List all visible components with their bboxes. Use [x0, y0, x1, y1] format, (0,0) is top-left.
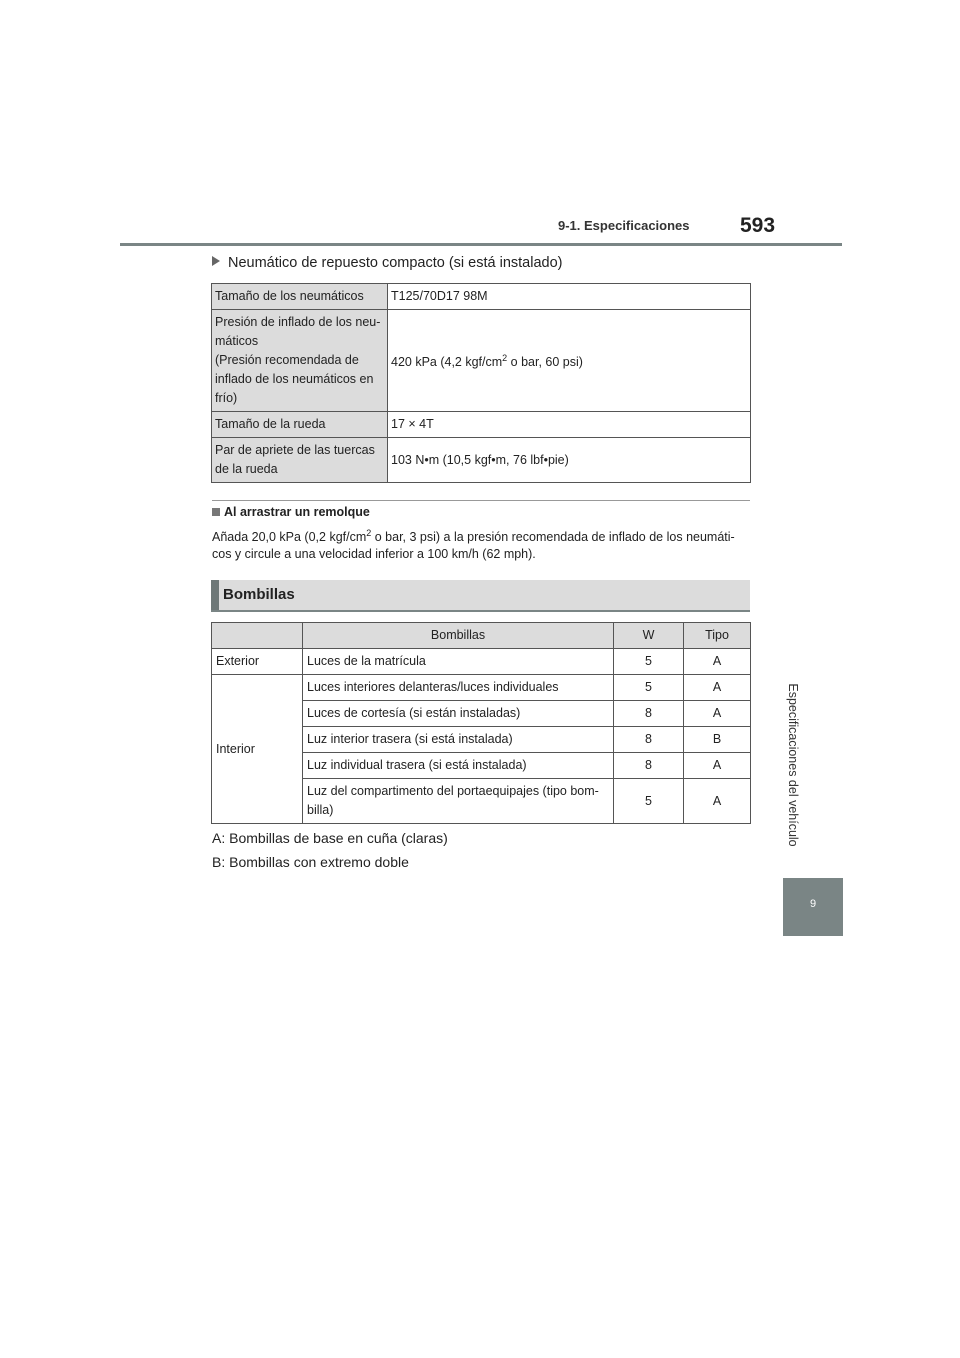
note-a: A: Bombillas de base en cuña (claras)	[212, 830, 448, 846]
table-row	[212, 649, 751, 675]
column-header: W	[614, 623, 684, 649]
bulb-type: A	[684, 675, 751, 701]
bulb-name: Luces interiores delanteras/luces individuales	[303, 675, 614, 701]
spec-label: Presión de inflado de los neu- máticos (Presión recomendada de inflado de los neumáticos en frío)	[212, 310, 388, 412]
bulb-watt: 5	[614, 779, 684, 824]
bulbs-section-header	[211, 580, 750, 612]
chapter-number: 9	[809, 898, 817, 910]
column-header: Bombillas	[303, 623, 614, 649]
chapter-title: Especificaciones del vehículo	[786, 683, 800, 847]
bulb-name: Luces de la matrícula	[303, 649, 614, 675]
bulb-type: A	[684, 779, 751, 824]
spec-value: 420 kPa (4,2 kgf/$cm^2$ o bar, 60 psi)	[388, 310, 751, 412]
bulb-name: Luces de cortesía (si están instaladas)	[303, 701, 614, 727]
table-row	[212, 284, 751, 310]
bulb-name: Luz individual trasera (si está instalada)	[303, 753, 614, 779]
spare-tire-heading-text: Neumático de repuesto compacto (si está instalado)	[228, 255, 563, 271]
towing-heading: Al arrastrar un remolque	[212, 505, 370, 519]
spec-label: Tamaño de los neumáticos	[212, 284, 388, 310]
spare-tire-heading	[212, 255, 562, 271]
bulbs-section-title: Bombillas	[223, 586, 295, 603]
bulb-name: Luz del compartimento del portaequipajes (tipo bom- billa)	[303, 779, 614, 824]
square-bullet-icon	[212, 508, 220, 516]
bulb-type: A	[684, 701, 751, 727]
spec-label: Tamaño de la rueda	[212, 412, 388, 438]
table-row	[212, 412, 751, 438]
towing-paragraph: Añada 20,0 kPa (0,2 kgf/$cm^2$ o bar, 3 psi) a la presión recomendada de inflado de los neumáti- cos y circule a una velocidad inferior a 100 km/h (62 mph).	[212, 528, 735, 562]
section-accent	[211, 580, 219, 610]
bulb-watt: 8	[614, 727, 684, 753]
section-title: 9-1. Especificaciones	[558, 218, 690, 233]
spec-value: 17 × 4T	[388, 412, 751, 438]
column-header	[212, 623, 303, 649]
page-number: 593	[740, 214, 776, 237]
location-cell: Exterior	[212, 649, 303, 675]
spec-label: Par de apriete de las tuercas de la rueda	[212, 438, 388, 483]
location-cell: Interior	[212, 675, 303, 824]
table-row	[212, 310, 751, 412]
spec-value: 103 N•m (10,5 kgf•m, 76 lbf•pie)	[388, 438, 751, 483]
chapter-side-label	[782, 660, 804, 870]
spec-value: T125/70D17 98M	[388, 284, 751, 310]
bulb-watt: 5	[614, 675, 684, 701]
bulb-name: Luz interior trasera (si está instalada)	[303, 727, 614, 753]
bulb-type: A	[684, 753, 751, 779]
column-header: Tipo	[684, 623, 751, 649]
table-header-row	[212, 623, 751, 649]
table-row	[212, 438, 751, 483]
bulb-watt: 5	[614, 649, 684, 675]
chapter-tab[interactable]	[783, 878, 843, 936]
spare-tire-table	[211, 283, 751, 483]
note-b: B: Bombillas con extremo doble	[212, 854, 409, 870]
triangle-bullet-icon	[212, 256, 220, 266]
table-row	[212, 675, 751, 701]
bulb-type: B	[684, 727, 751, 753]
divider	[212, 500, 750, 501]
bulb-watt: 8	[614, 753, 684, 779]
bulb-type: A	[684, 649, 751, 675]
header-rule	[120, 243, 842, 246]
bulbs-table	[211, 622, 751, 824]
bulb-watt: 8	[614, 701, 684, 727]
